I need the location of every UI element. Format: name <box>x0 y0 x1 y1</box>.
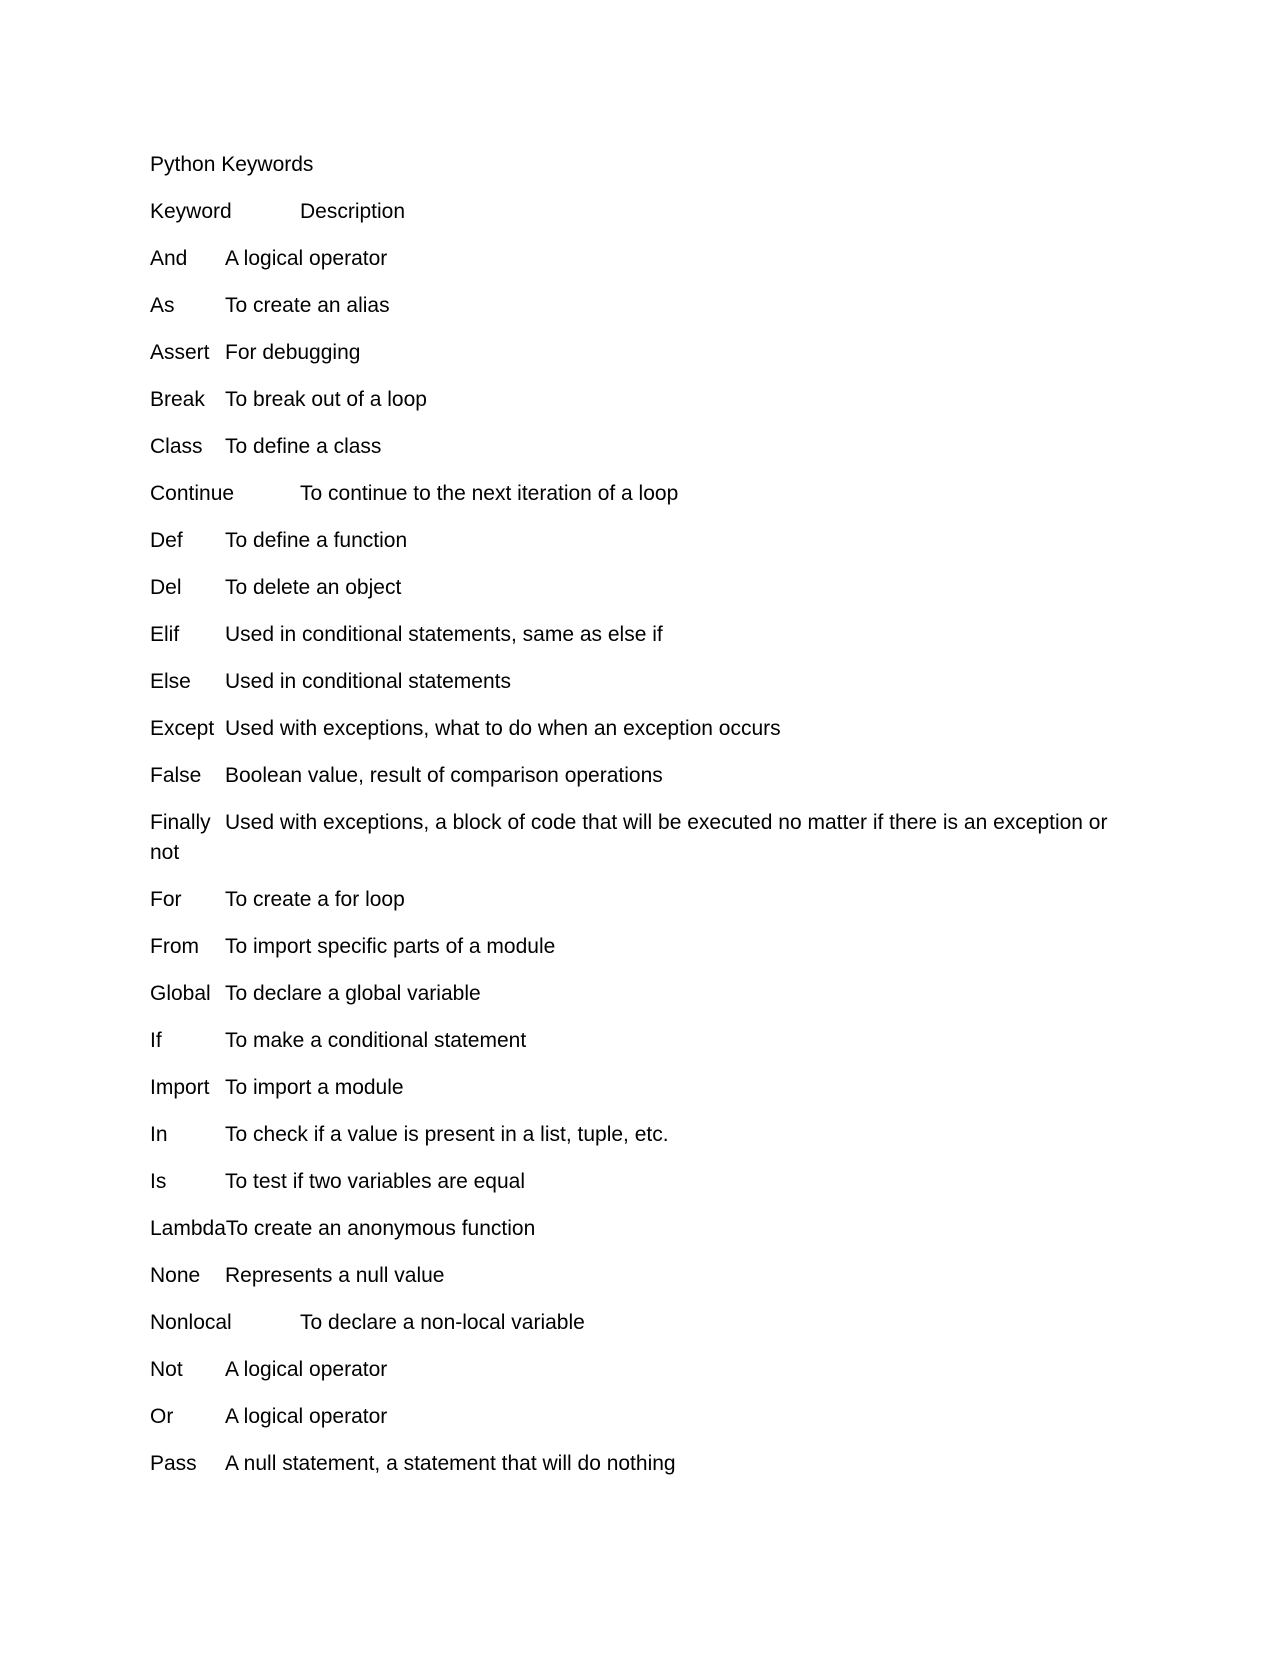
keyword-term: Else <box>150 670 191 693</box>
list-item <box>150 1026 1140 1056</box>
list-item <box>150 620 1140 650</box>
list-item <box>150 1402 1140 1432</box>
keyword-description: To break out of a loop <box>225 388 427 411</box>
keyword-term: Continue <box>150 482 235 505</box>
list-item <box>150 1261 1140 1291</box>
list-item <box>150 432 1140 462</box>
list-item <box>150 1073 1140 1103</box>
keyword-term: Except <box>150 717 215 740</box>
keyword-term: As <box>150 294 175 317</box>
list-item <box>150 667 1140 697</box>
keyword-description: A logical operator <box>225 247 388 270</box>
list-item <box>150 1214 1140 1244</box>
document-title: Python Keywords <box>150 153 314 176</box>
keyword-description: Used with exceptions, what to do when an exception occurs <box>225 717 781 740</box>
keyword-description: Boolean value, result of comparison operations <box>225 764 663 787</box>
list-item <box>150 526 1140 556</box>
keyword-description: To import specific parts of a module <box>225 935 556 958</box>
keyword-description: To create a for loop <box>225 888 405 911</box>
list-item <box>150 338 1140 368</box>
list-item <box>150 932 1140 962</box>
keyword-description: For debugging <box>225 341 361 364</box>
keyword-description: To declare a non-local variable <box>300 1311 585 1334</box>
keyword-term: Lambda <box>150 1217 226 1240</box>
keyword-description: To test if two variables are equal <box>225 1170 525 1193</box>
keyword-term: Break <box>150 388 205 411</box>
keyword-term: Import <box>150 1076 210 1099</box>
list-item <box>150 385 1140 415</box>
keyword-description: To check if a value is present in a list, tuple, etc. <box>225 1123 669 1146</box>
keyword-term: None <box>150 1264 201 1287</box>
list-item <box>150 1308 1140 1338</box>
keyword-term: False <box>150 764 202 787</box>
keyword-term: From <box>150 935 199 958</box>
keyword-description: To delete an object <box>225 576 402 599</box>
table-header <box>150 197 1140 227</box>
keyword-description: To define a function <box>225 529 408 552</box>
keyword-term: Nonlocal <box>150 1311 232 1334</box>
keyword-description: To declare a global variable <box>225 982 481 1005</box>
keyword-term: For <box>150 888 182 911</box>
keyword-description: Used in conditional statements, same as else if <box>225 623 663 646</box>
keyword-description: To import a module <box>225 1076 404 1099</box>
list-item <box>150 1167 1140 1197</box>
list-item <box>150 244 1140 274</box>
keyword-term: Is <box>150 1170 167 1193</box>
list-item <box>150 1355 1140 1385</box>
keyword-term: In <box>150 1123 168 1146</box>
keyword-description: Used with exceptions, a block of code that will be executed no matter if there is an exception or not <box>150 811 1108 864</box>
keyword-description: To create an alias <box>225 294 390 317</box>
keyword-term: And <box>150 247 188 270</box>
list-item <box>150 885 1140 915</box>
keyword-term: If <box>150 1029 162 1052</box>
keyword-description: Represents a null value <box>225 1264 445 1287</box>
keyword-term: Def <box>150 529 183 552</box>
keyword-term: Not <box>150 1358 183 1381</box>
keyword-description: Used in conditional statements <box>225 670 511 693</box>
keyword-description: A logical operator <box>225 1405 388 1428</box>
keyword-term: Class <box>150 435 203 458</box>
keyword-term: Or <box>150 1405 174 1428</box>
list-item <box>150 714 1140 744</box>
document-body <box>150 150 1140 1496</box>
list-item <box>150 808 1140 868</box>
keyword-term: Pass <box>150 1452 197 1475</box>
list-item <box>150 1449 1140 1479</box>
keyword-description: To make a conditional statement <box>225 1029 527 1052</box>
keyword-description: To define a class <box>225 435 382 458</box>
list-item <box>150 761 1140 791</box>
keyword-description: A logical operator <box>225 1358 388 1381</box>
list-item <box>150 979 1140 1009</box>
keyword-term: Global <box>150 982 211 1005</box>
keyword-description: To continue to the next iteration of a loop <box>300 482 679 505</box>
keyword-description: To create an anonymous function <box>225 1217 536 1240</box>
list-item <box>150 1120 1140 1150</box>
keyword-list <box>150 244 1140 1479</box>
list-item <box>150 573 1140 603</box>
header-keyword: Keyword <box>150 200 232 223</box>
list-item <box>150 291 1140 321</box>
keyword-description: A null statement, a statement that will do nothing <box>225 1452 676 1475</box>
list-item <box>150 479 1140 509</box>
keyword-term: Del <box>150 576 182 599</box>
header-description: Description <box>300 200 406 223</box>
keyword-term: Finally <box>150 811 211 834</box>
keyword-term: Elif <box>150 623 180 646</box>
keyword-term: Assert <box>150 341 210 364</box>
